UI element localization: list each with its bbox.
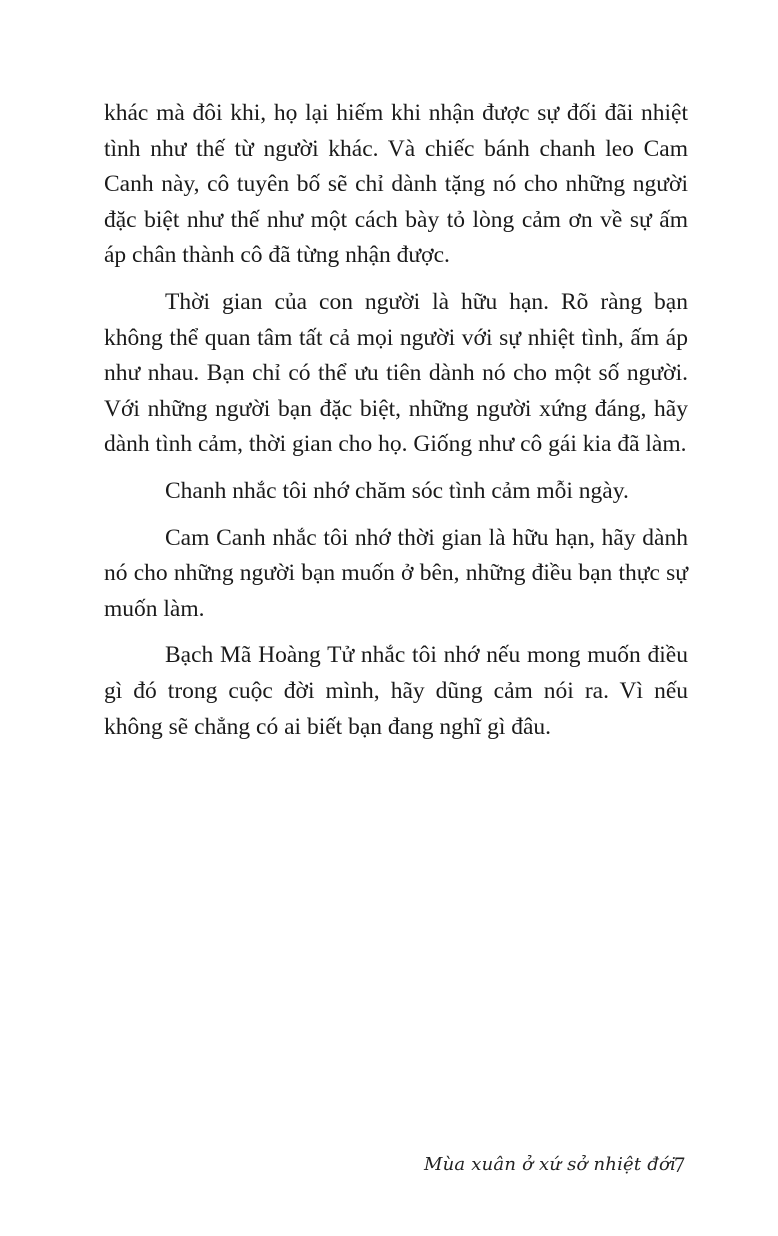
page-number: 7 <box>674 1152 685 1177</box>
paragraph: Thời gian của con người là hữu hạn. Rõ ràng bạn không thể quan tâm tất cả mọi người với sự nhiệt tình, ấm áp như nhau. Bạn chỉ có thể ưu tiên dành nó cho một số người. Với những người bạn đặc biệt, những người xứng đáng, hãy dành tình cảm, thời gian cho họ. Giống như cô gái kia đã làm. <box>104 288 688 458</box>
paragraph: Bạch Mã Hoàng Tử nhắc tôi nhớ nếu mong muốn điều gì đó trong cuộc đời mình, hãy dũng cảm nói ra. Vì nếu không sẽ chẳng có ai biết bạn đang nghĩ gì đâu. <box>104 642 688 740</box>
body-text <box>104 96 688 756</box>
running-title: Mùa xuân ở xứ sở nhiệt đới <box>424 1154 676 1175</box>
page-footer <box>0 1152 778 1188</box>
paragraph-continuation: khác mà đôi khi, họ lại hiếm khi nhận được sự đối đãi nhiệt tình như thế từ người khác. Và chiếc bánh chanh leo Cam Canh này, cô tuyên bố sẽ chỉ dành tặng nó cho những người đặc biệt như thế như một cách bày tỏ lòng cảm ơn về sự ấm áp chân thành cô đã từng nhận được. <box>104 100 688 269</box>
paragraph: Chanh nhắc tôi nhớ chăm sóc tình cảm mỗi ngày. <box>165 477 629 504</box>
paragraph: Cam Canh nhắc tôi nhớ thời gian là hữu hạn, hãy dành nó cho những người bạn muốn ở bên, những điều bạn thực sự muốn làm. <box>104 524 688 622</box>
